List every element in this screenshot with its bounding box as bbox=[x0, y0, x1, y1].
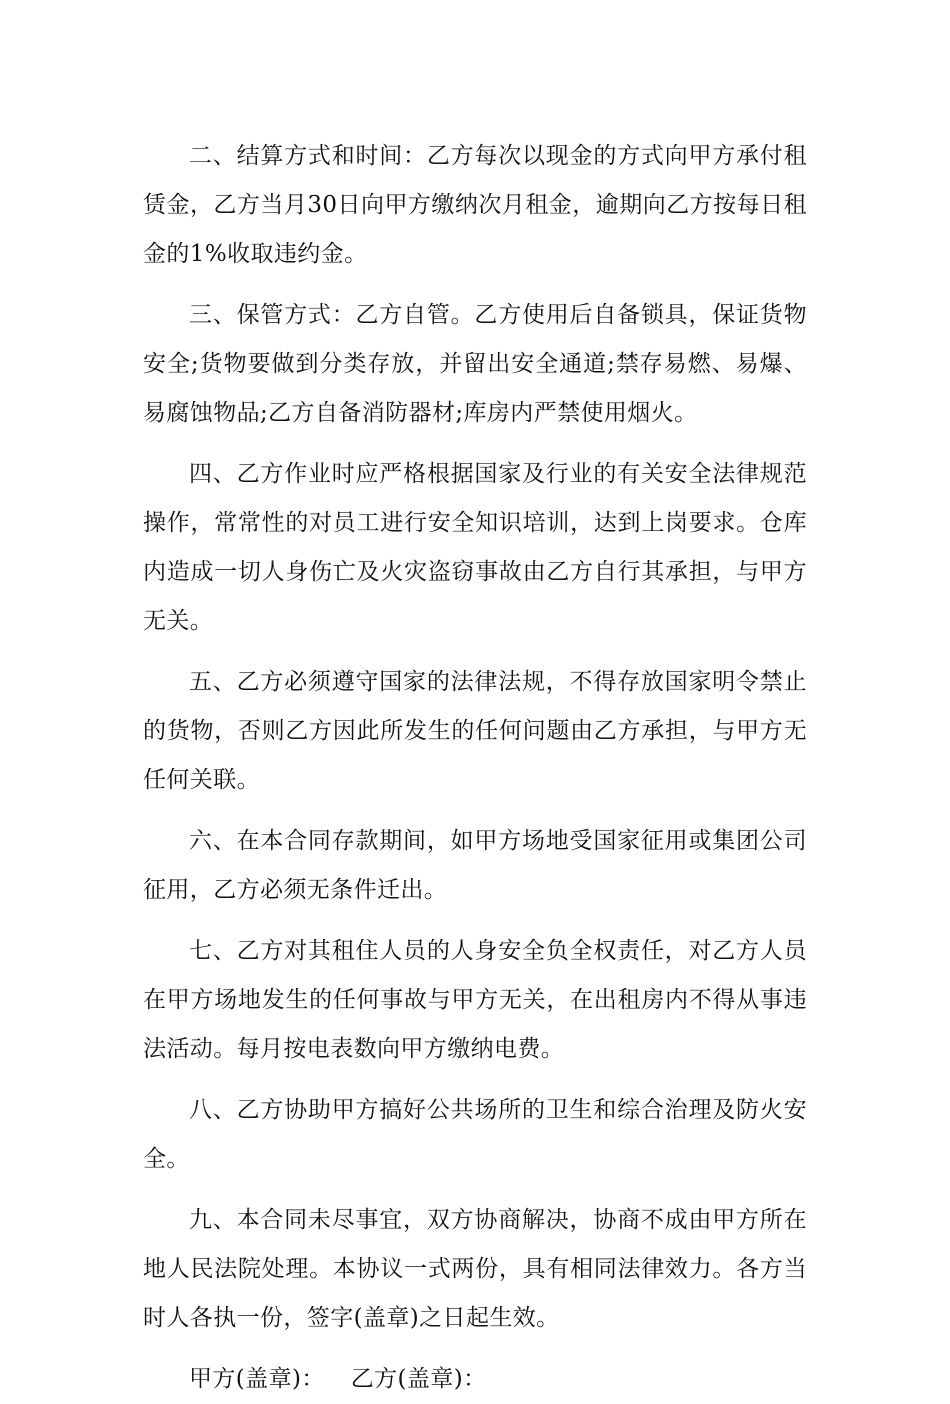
clause-5-compliance: 五、乙方必须遵守国家的法律法规，不得存放国家明令禁止的货物，否则乙方因此所发生的任何问题由乙方承担，与甲方无任何关联。 bbox=[143, 669, 807, 793]
clause-8-public-areas: 八、乙方协助甲方搞好公共场所的卫生和综合治理及防火安全。 bbox=[143, 1097, 807, 1172]
clause-7-responsibility: 七、乙方对其租住人员的人身安全负全权责任，对乙方人员在甲方场地发生的任何事故与甲方无关，在出租房内不得从事违法活动。每月按电表数向甲方缴纳电费。 bbox=[143, 938, 807, 1062]
party-a-seal-label: 甲方(盖章)： bbox=[189, 1366, 325, 1392]
clause-6-requisition: 六、在本合同存款期间，如甲方场地受国家征用或集团公司征用，乙方必须无条件迁出。 bbox=[143, 828, 807, 903]
party-b-seal-label: 乙方(盖章)： bbox=[350, 1366, 487, 1392]
clause-9-disputes: 九、本合同未尽事宜，双方协商解决，协商不成由甲方所在地人民法院处理。本协议一式两份，具有相同法律效力。各方当时人各执一份，签字(盖章)之日起生效。 bbox=[143, 1207, 807, 1331]
signature-line bbox=[143, 1355, 807, 1404]
contract-body bbox=[143, 132, 807, 1404]
clause-4-safety: 四、乙方作业时应严格根据国家及行业的有关安全法律规范操作，常常性的对员工进行安全知识培训，达到上岗要求。仓库内造成一切人身伤亡及火灾盗窃事故由乙方自行其承担，与甲方无关。 bbox=[143, 461, 807, 634]
clause-3-storage: 三、保管方式：乙方自管。乙方使用后自备锁具，保证货物安全;货物要做到分类存放，并留出安全通道;禁存易燃、易爆、易腐蚀物品;乙方自备消防器材;库房内严禁使用烟火。 bbox=[143, 302, 807, 426]
clause-2-settlement: 二、结算方式和时间：乙方每次以现金的方式向甲方承付租赁金，乙方当月30日向甲方缴纳次月租金，逾期向乙方按每日租金的1%收取违约金。 bbox=[143, 143, 807, 267]
